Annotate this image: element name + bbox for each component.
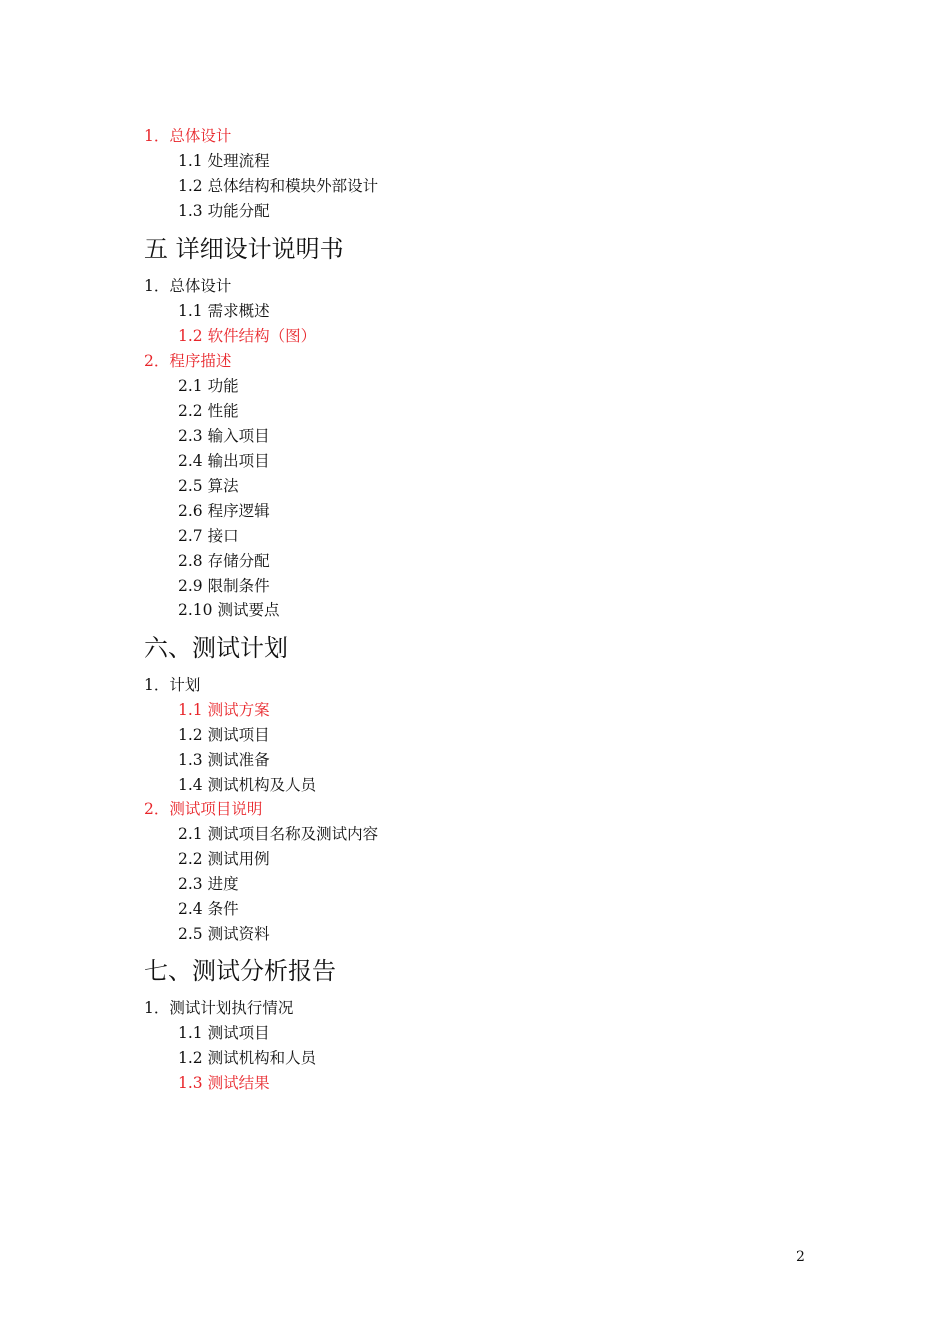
toc-subitem: 1.2 总体结构和模块外部设计 (178, 177, 379, 195)
toc-subitem: 1.3 测试准备 (178, 751, 270, 769)
section-heading: 七、测试分析报告 (144, 957, 336, 985)
toc-subitem: 2.7 接口 (178, 527, 239, 545)
section-heading: 五 详细设计说明书 (144, 235, 344, 263)
toc-subitem: 2.2 性能 (178, 402, 239, 420)
toc-subitem: 2.10 测试要点 (178, 601, 280, 619)
toc-subitem: 2.2 测试用例 (178, 850, 270, 868)
toc-subitem: 2.9 限制条件 (178, 577, 270, 595)
toc-subitem: 2.1 功能 (178, 377, 239, 395)
toc-subitem: 1.3 测试结果 (178, 1074, 270, 1092)
toc-subitem: 1.1 处理流程 (178, 152, 270, 170)
toc-item: 1．总体设计 (144, 277, 232, 295)
toc-subitem: 1.1 测试方案 (178, 701, 270, 719)
toc-item: 2．程序描述 (144, 352, 232, 370)
toc-subitem: 2.4 输出项目 (178, 452, 270, 470)
toc-subitem: 1.2 测试项目 (178, 726, 270, 744)
toc-subitem: 2.6 程序逻辑 (178, 502, 270, 520)
toc-item: 1．测试计划执行情况 (144, 999, 294, 1017)
toc-subitem: 1.1 测试项目 (178, 1024, 270, 1042)
toc-subitem: 1.4 测试机构及人员 (178, 776, 317, 794)
toc-subitem: 1.3 功能分配 (178, 202, 270, 220)
section-heading: 六、测试计划 (144, 634, 288, 662)
toc-subitem: 2.1 测试项目名称及测试内容 (178, 825, 379, 843)
toc-subitem: 1.1 需求概述 (178, 302, 270, 320)
toc-item: 1．总体设计 (144, 127, 232, 145)
toc-subitem: 1.2 测试机构和人员 (178, 1049, 317, 1067)
toc-item: 1．计划 (144, 676, 201, 694)
toc-subitem: 2.4 条件 (178, 900, 239, 918)
toc-subitem: 2.5 算法 (178, 477, 239, 495)
toc-subitem: 2.8 存储分配 (178, 552, 270, 570)
toc-subitem: 2.3 进度 (178, 875, 239, 893)
toc-subitem: 2.5 测试资料 (178, 925, 270, 943)
toc-subitem: 1.2 软件结构（图） (178, 327, 317, 345)
toc-item: 2．测试项目说明 (144, 800, 263, 818)
page-number: 2 (796, 1249, 805, 1265)
toc-subitem: 2.3 输入项目 (178, 427, 270, 445)
